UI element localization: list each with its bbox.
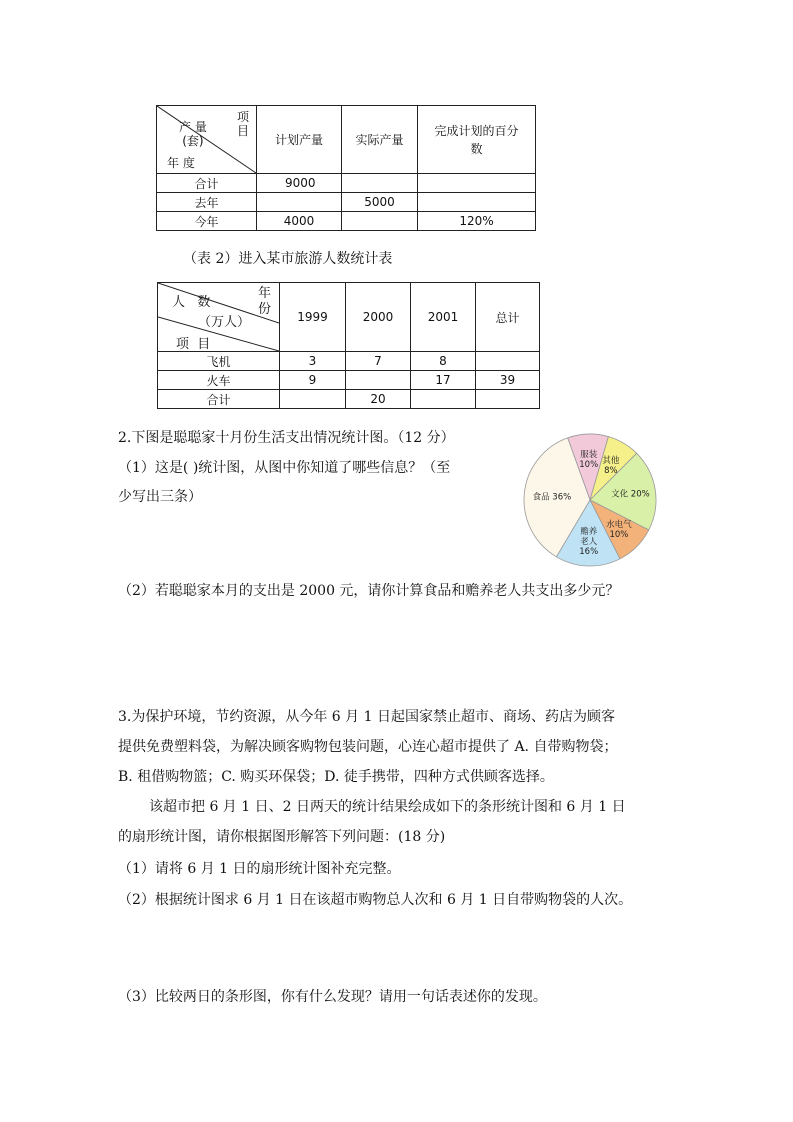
q2-part1-line1: （1）这是( )统计图，从图中你知道了哪些信息？（至 xyxy=(118,460,451,476)
table-row xyxy=(158,390,540,409)
production-table xyxy=(156,105,536,231)
table-cell xyxy=(476,352,540,371)
table-row xyxy=(158,371,540,390)
table-row xyxy=(157,193,536,212)
table1-corner-middle: 产 量 (套) xyxy=(179,120,207,148)
table2-corner-top: 年 份 xyxy=(258,286,272,317)
table2-corner-middle: （万人） xyxy=(198,315,251,330)
expense-pie-chart xyxy=(520,430,660,570)
table1-corner-top: 项 目 xyxy=(237,110,250,138)
pie-label-5: 食品 36% xyxy=(532,492,572,503)
tourism-table xyxy=(157,282,540,409)
table-cell: 17 xyxy=(411,371,476,390)
table-cell: 8 xyxy=(411,352,476,371)
table-cell: 7 xyxy=(346,352,411,371)
table-cell: 20 xyxy=(346,390,411,409)
table2-corner-bottom: 项 目 xyxy=(176,337,211,352)
table2-header: 1999 xyxy=(280,283,346,352)
row-label: 火车 xyxy=(158,371,280,390)
table-cell: 39 xyxy=(476,371,540,390)
table2-caption: （表 2）进入某市旅游人数统计表 xyxy=(183,251,393,267)
row-label: 合计 xyxy=(158,390,280,409)
table1-header: 实际产量 xyxy=(342,106,418,174)
table-cell: 4000 xyxy=(257,212,342,231)
pie-label-4: 赡养老人 16% xyxy=(579,526,599,557)
table1-corner-bottom: 年 度 xyxy=(167,156,195,170)
q3-part2: （2）根据统计图求 6 月 1 日在该超市购物总人次和 6 月 1 日自带购物袋的人次。 xyxy=(118,892,633,908)
table-cell xyxy=(257,193,342,212)
row-label: 今年 xyxy=(157,212,257,231)
q3-part1: （1）请将 6 月 1 日的扇形统计图补充完整。 xyxy=(118,861,401,877)
row-label: 合计 xyxy=(157,174,257,193)
pie-label-3: 水电气 10% xyxy=(606,519,632,540)
table2-header: 2001 xyxy=(411,283,476,352)
table-cell: 5000 xyxy=(342,193,418,212)
q2-part2: （2）若聪聪家本月的支出是 2000 元，请你计算食品和赡养老人共支出多少元？ xyxy=(118,583,620,599)
table-cell xyxy=(342,174,418,193)
pie-label-0: 服装 10% xyxy=(579,450,599,471)
table-cell: 9000 xyxy=(257,174,342,193)
table-cell: 3 xyxy=(280,352,346,371)
q3-line4: 该超市把 6 月 1 日、2 日两天的统计结果绘成如下的条形统计图和 6 月 1 日 xyxy=(149,799,626,815)
table-row xyxy=(158,352,540,371)
table-cell xyxy=(280,390,346,409)
table1-header: 计划产量 xyxy=(257,106,342,174)
table-row xyxy=(157,174,536,193)
row-label: 飞机 xyxy=(158,352,280,371)
q2-title: 2.下图是聪聪家十月份生活支出情况统计图。（12 分） xyxy=(118,430,455,446)
table1-header: 完成计划的百分 数 xyxy=(418,106,536,174)
table-cell xyxy=(411,390,476,409)
table-row xyxy=(157,212,536,231)
table-cell: 9 xyxy=(280,371,346,390)
table-cell xyxy=(418,193,536,212)
table-cell xyxy=(418,174,536,193)
table-cell: 120% xyxy=(418,212,536,231)
pie-label-1: 其他 8% xyxy=(602,455,620,476)
q3-line3: B. 租借购物篮；C. 购买环保袋；D. 徒手携带，四种方式供顾客选择。 xyxy=(118,769,554,785)
table2-header: 2000 xyxy=(346,283,411,352)
row-label: 去年 xyxy=(157,193,257,212)
table1-corner-cell xyxy=(157,106,257,174)
pie-label-2: 文化 20% xyxy=(611,489,650,500)
table-cell xyxy=(476,390,540,409)
q3-line1: 3.为保护环境，节约资源，从今年 6 月 1 日起国家禁止超市、商场、药店为顾客 xyxy=(118,709,615,725)
q3-line2: 提供免费塑料袋，为解决顾客购物包装问题，心连心超市提供了 A. 自带购物袋； xyxy=(118,739,618,755)
table2-corner-cell xyxy=(158,283,280,352)
q2-part1-line2: 少写出三条） xyxy=(118,489,202,505)
q3-part3: （3）比较两日的条形图，你有什么发现？请用一句话表述你的发现。 xyxy=(118,989,547,1005)
table-cell xyxy=(346,371,411,390)
table2-corner-middle-top: 人 数 xyxy=(172,295,211,310)
table-cell xyxy=(342,212,418,231)
table2-header: 总计 xyxy=(476,283,540,352)
q3-line5: 的扇形统计图，请你根据图形解答下列问题：(18 分) xyxy=(118,829,446,845)
